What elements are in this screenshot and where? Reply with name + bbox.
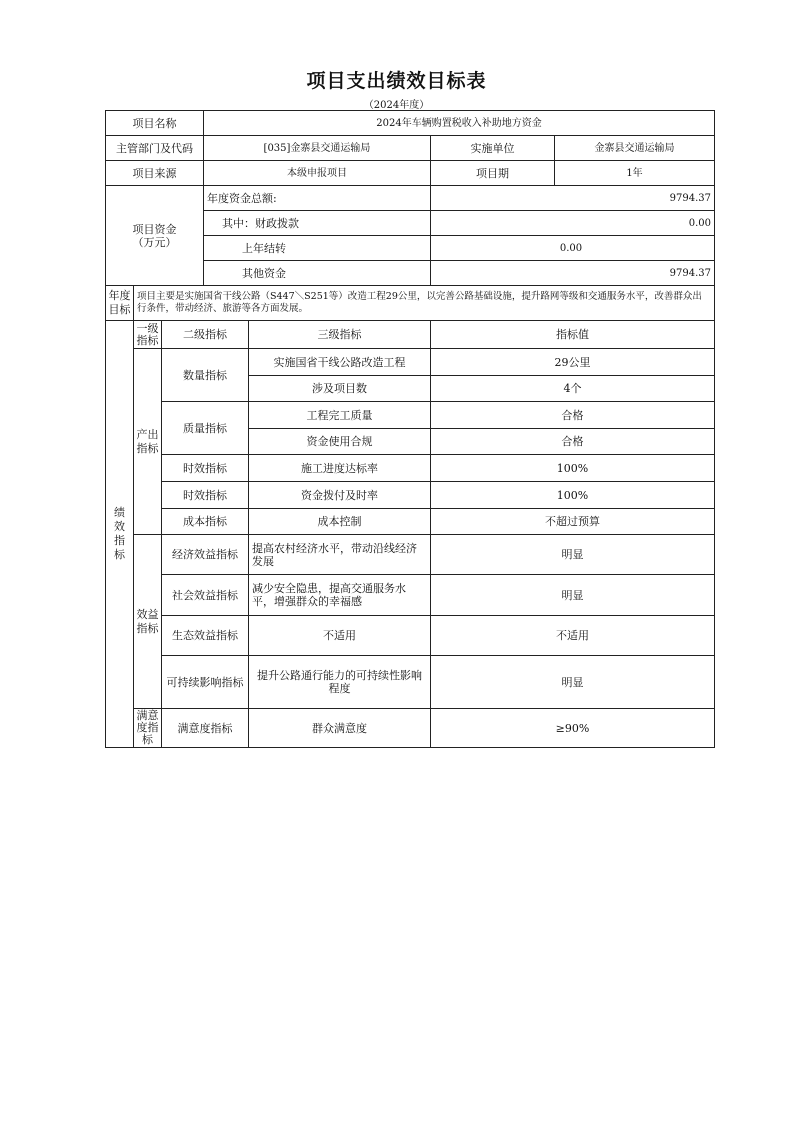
funds-total-value: 9794.37: [431, 186, 715, 211]
funds-fiscal-label: 其中：财政拨款: [204, 211, 431, 236]
impl-label: 实施单位: [431, 136, 555, 161]
dept-value: [035]金寨县交通运输局: [204, 136, 431, 161]
indicator-l2: 时效指标: [162, 482, 249, 509]
row-annual-goal: [106, 286, 715, 321]
output-indicator-label: 产出 指标: [134, 349, 162, 535]
indicator-value: 合格: [431, 402, 715, 429]
indicator-l3: 实施国省干线公路改造工程: [249, 349, 431, 376]
performance-target-table: [105, 110, 715, 748]
funds-fiscal-value: 0.00: [431, 211, 715, 236]
table-row: [106, 535, 715, 575]
indicator-value: 合格: [431, 429, 715, 455]
indicator-l3: 资金拨付及时率: [249, 482, 431, 509]
indicator-l3: 提高农村经济水平，带动沿线经济发展: [249, 535, 431, 575]
indicator-l2: 满意度指标: [162, 709, 249, 748]
page-title: 项目支出绩效目标表: [306, 70, 487, 92]
indicator-value: 明显: [431, 656, 715, 709]
annual-goal-text: 项目主要是实施国省干线公路（S447＼S251等）改造工程29公里，以完善公路基础设施，提升路网等级和交通服务水平，改善群众出行条件，带动经济、旅游等各方面发展。: [134, 286, 715, 321]
quality-indicator-label: 质量指标: [162, 402, 249, 455]
indicator-l3: 资金使用合规: [249, 429, 431, 455]
header-value: 指标值: [431, 321, 715, 349]
period-label: 项目期: [431, 161, 555, 186]
source-label: 项目来源: [106, 161, 204, 186]
indicator-l3: 群众满意度: [249, 709, 431, 748]
indicator-value: 不适用: [431, 616, 715, 656]
indicator-l2: 社会效益指标: [162, 575, 249, 616]
indicator-value: 4个: [431, 376, 715, 402]
funds-other-label: 其他资金: [204, 261, 431, 286]
indicator-l3: 涉及项目数: [249, 376, 431, 402]
header-level1: 一级 指标: [134, 321, 162, 349]
table-row: [106, 349, 715, 376]
funds-carryover-value: 0.00: [431, 236, 715, 261]
table-row: [106, 575, 715, 616]
indicator-l2: 可持续影响指标: [162, 656, 249, 709]
table-row: [106, 402, 715, 429]
indicator-l3: 减少安全隐患，提高交通服务水平，增强群众的幸福感: [249, 575, 431, 616]
indicator-value: 100%: [431, 482, 715, 509]
indicator-l2: 时效指标: [162, 455, 249, 482]
indicator-group-label: 绩 效 指 标: [106, 321, 134, 748]
quantity-indicator-label: 数量指标: [162, 349, 249, 402]
dept-label: 主管部门及代码: [106, 136, 204, 161]
header-level2: 二级指标: [162, 321, 249, 349]
row-indicator-header: [106, 321, 715, 349]
table-row: [106, 616, 715, 656]
project-name-label: 项目名称: [106, 111, 204, 136]
satisfaction-indicator-label: 满意 度指 标: [134, 709, 162, 748]
indicator-value: 明显: [431, 575, 715, 616]
project-name-value: 2024年车辆购置税收入补助地方资金: [204, 111, 715, 136]
table-row: [106, 455, 715, 482]
table-row: [106, 509, 715, 535]
indicator-l3: 成本控制: [249, 509, 431, 535]
indicator-l3: 工程完工质量: [249, 402, 431, 429]
row-project-name: [106, 111, 715, 136]
funds-carryover-label: 上年结转: [204, 236, 431, 261]
indicator-l2: 成本指标: [162, 509, 249, 535]
indicator-value: 不超过预算: [431, 509, 715, 535]
table-row: [106, 482, 715, 509]
indicator-l2: 经济效益指标: [162, 535, 249, 575]
annual-goal-label: 年度 目标: [106, 286, 134, 321]
funds-total-label: 年度资金总额:: [204, 186, 431, 211]
indicator-l2: 生态效益指标: [162, 616, 249, 656]
fiscal-year: （2024年度）: [363, 100, 430, 111]
impl-value: 金寨县交通运输局: [555, 136, 715, 161]
indicator-l3: 施工进度达标率: [249, 455, 431, 482]
funds-label: 项目资金 （万元）: [106, 186, 204, 286]
indicator-value: 明显: [431, 535, 715, 575]
table-row: [106, 709, 715, 748]
indicator-value: 100%: [431, 455, 715, 482]
row-dept: [106, 136, 715, 161]
row-source: [106, 161, 715, 186]
indicator-value: 29公里: [431, 349, 715, 376]
benefit-indicator-label: 效益 指标: [134, 535, 162, 709]
indicator-value: ≥90%: [431, 709, 715, 748]
funds-other-value: 9794.37: [431, 261, 715, 286]
indicator-l3: 提升公路通行能力的可持续性影响程度: [249, 656, 431, 709]
indicator-l3: 不适用: [249, 616, 431, 656]
source-value: 本级申报项目: [204, 161, 431, 186]
table-row: [106, 656, 715, 709]
row-funds-total: [106, 186, 715, 211]
period-value: 1年: [555, 161, 715, 186]
header-level3: 三级指标: [249, 321, 431, 349]
